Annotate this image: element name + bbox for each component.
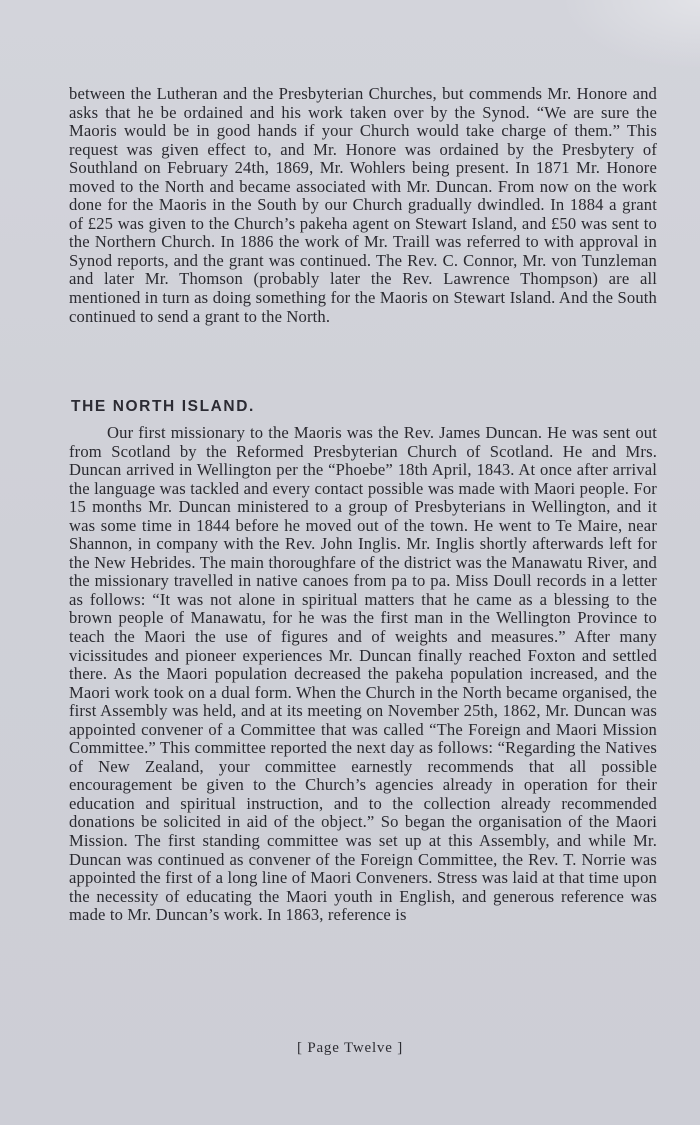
page-footer: [ Page Twelve ]	[296, 1040, 404, 1056]
paragraph-continued: between the Lutheran and the Presbyterian Churches, but commends Mr. Honore and asks that he be ordained and his work taken over by the Synod. “We are sure the Maoris would be in good hands if your Church would take charge of them.” This request was given effect to, and Mr. Honore was ordained by the Presbytery of Southland on February 24th, 1869, Mr. Wohlers being present. In 1871 Mr. Honore moved to the North and became associated with Mr. Duncan. From now on the work done for the Maoris in the South by our Church gradually dwindled. In 1884 a grant of £25 was given to the Church’s pakeha agent on Stewart Island, and £50 was sent to the Northern Church. In 1886 the work of Mr. Traill was referred to with approval in Synod reports, and the grant was continued. The Rev. C. Connor, Mr. von Tunzleman and later Mr. Thomson (probably later the Rev. Lawrence Thompson) are all mentioned in turn as doing something for the Maoris on Stewart Island. And the South continued to send a grant to the North.	[69, 84, 657, 326]
paragraph-north-island: Our first missionary to the Maoris was the Rev. James Duncan. He was sent out from Scotland by the Reformed Presbyterian Church of Scotland. He and Mrs. Duncan arrived in Wellington per the “Phoebe” 18th April, 1843. At once after arrival the language was tackled and every contact possible was made with Maori people. For 15 months Mr. Duncan ministered to a group of Presbyterians in Wellington, and it was some time in 1844 before he moved out of the town. He went to Te Maire, near Shannon, in company with the Rev. John Inglis. Mr. Inglis shortly afterwards left for the New Hebrides. The main thoroughfare of the district was the Manawatu River, and the missionary travelled in native canoes from pa to pa. Miss Doull records in a letter as follows: “It was not alone in spiritual matters that he came as a blessing to the brown people of Manawatu, for he was the first man in the Wellington Province to teach the Maori the use of figures and of weights and measures.” After many vicissitudes and pioneer experiences Mr. Duncan finally reached Foxton and settled there. As the Maori population decreased the pakeha population increased, and the Maori work took on a dual form. When the Church in the North became organised, the first Assembly was held, and at its meeting on November 25th, 1862, Mr. Duncan was appointed convener of a Committee that was called “The Foreign and Maori Mission Committee.” This committee reported the next day as follows: “Regarding the Natives of New Zealand, your committee earnestly recommends that all possible encouragement be given to the Church’s agencies already in operation for their education and spiritual instruction, and to the collection already recommended donations be solicited in aid of the object.” So began the organisation of the Maori Mission. The first standing committee was set up at this Assembly, and while Mr. Duncan was continued as convener of the Foreign Committee, the Rev. T. Norrie was appointed the first of a long line of Maori Conveners. Stress was laid at that time upon the necessity of educating the Maori youth in English, and generous reference was made to Mr. Duncan’s work. In 1863, reference is	[69, 423, 657, 925]
section-heading: THE NORTH ISLAND.	[71, 398, 255, 415]
